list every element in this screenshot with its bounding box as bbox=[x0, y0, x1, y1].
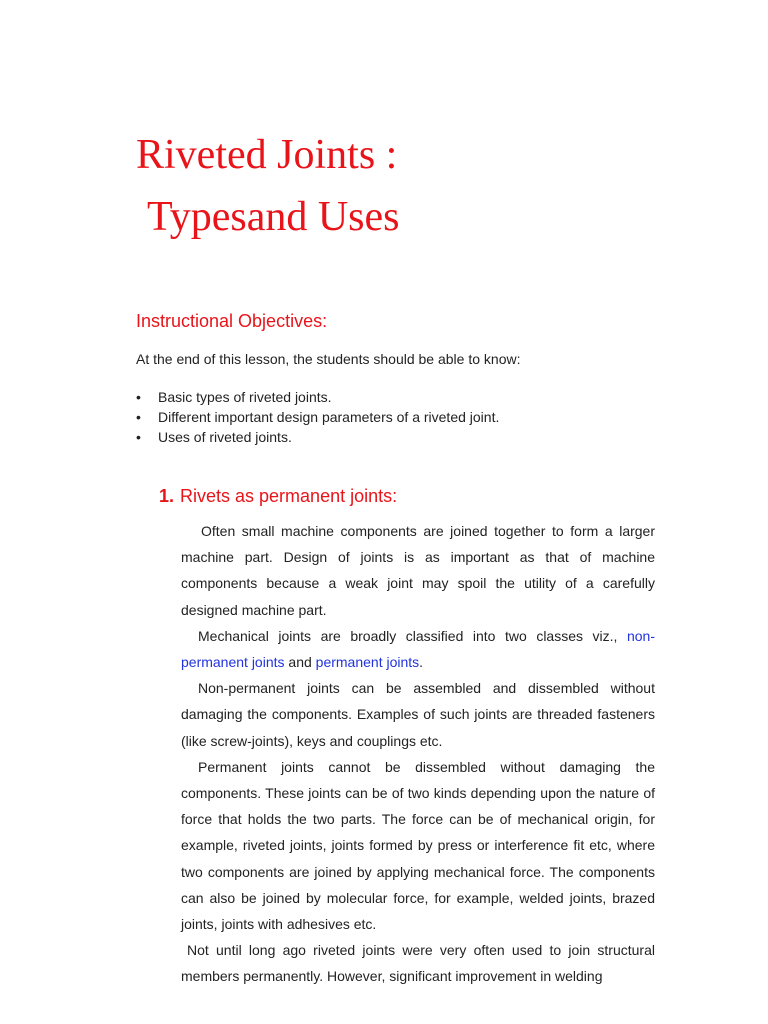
paragraph-text: and bbox=[284, 654, 316, 671]
document-title-line-2: Typesand Uses bbox=[147, 194, 400, 240]
list-item-text: Different important design parameters of a riveted joint. bbox=[158, 409, 500, 425]
list-item bbox=[136, 387, 499, 407]
section-heading bbox=[159, 486, 397, 507]
bullet-icon: • bbox=[136, 409, 141, 425]
list-item bbox=[136, 427, 499, 447]
objectives-intro: At the end of this lesson, the students should be able to know: bbox=[136, 351, 521, 367]
document-title-line-1: Riveted Joints : bbox=[136, 132, 398, 178]
paragraph-text: . bbox=[419, 654, 424, 671]
paragraph-text: Mechanical joints are broadly classified into two classes viz., bbox=[198, 627, 627, 644]
section-title: Rivets as permanent joints: bbox=[180, 486, 398, 506]
bullet-icon: • bbox=[136, 429, 141, 445]
paragraph: Not until long ago riveted joints were very often used to join structural members permanently. However, significant improvement in welding bbox=[181, 942, 655, 985]
bullet-icon: • bbox=[136, 389, 141, 405]
list-item-text: Uses of riveted joints. bbox=[158, 429, 292, 445]
objectives-list bbox=[136, 387, 499, 447]
permanent-joints-link[interactable]: permanent joints bbox=[315, 654, 420, 671]
list-item-text: Basic types of riveted joints. bbox=[158, 389, 332, 405]
non-permanent-joints-link[interactable]: non-permanent joints bbox=[181, 627, 655, 671]
paragraph: Non-permanent joints can be assembled and dissembled without damaging the components. Examples of such joints are threaded fasteners (like screw-joints), keys and couplings etc. bbox=[181, 680, 655, 749]
paragraph: Permanent joints cannot be dissembled without damaging the components. These joints can be of two kinds depending upon the nature of force that holds the two parts. The force can be of mechanical origin, for example, riveted joints, joints formed by press or interference fit etc, where two components are joined by applying mechanical force. The components can also be joined by molecular force, for example, welded joints, brazed joints, joints with adhesives etc. bbox=[181, 758, 655, 933]
section-body bbox=[181, 518, 655, 990]
paragraph bbox=[181, 623, 655, 675]
paragraph: Often small machine components are joined together to form a larger machine part. Design of joints is as important as that of machine components because a weak joint may spoil the utility of a carefully designed machine part. bbox=[181, 523, 655, 618]
section-number: 1. bbox=[159, 486, 175, 506]
objectives-heading: Instructional Objectives: bbox=[136, 311, 328, 331]
list-item bbox=[136, 407, 499, 427]
